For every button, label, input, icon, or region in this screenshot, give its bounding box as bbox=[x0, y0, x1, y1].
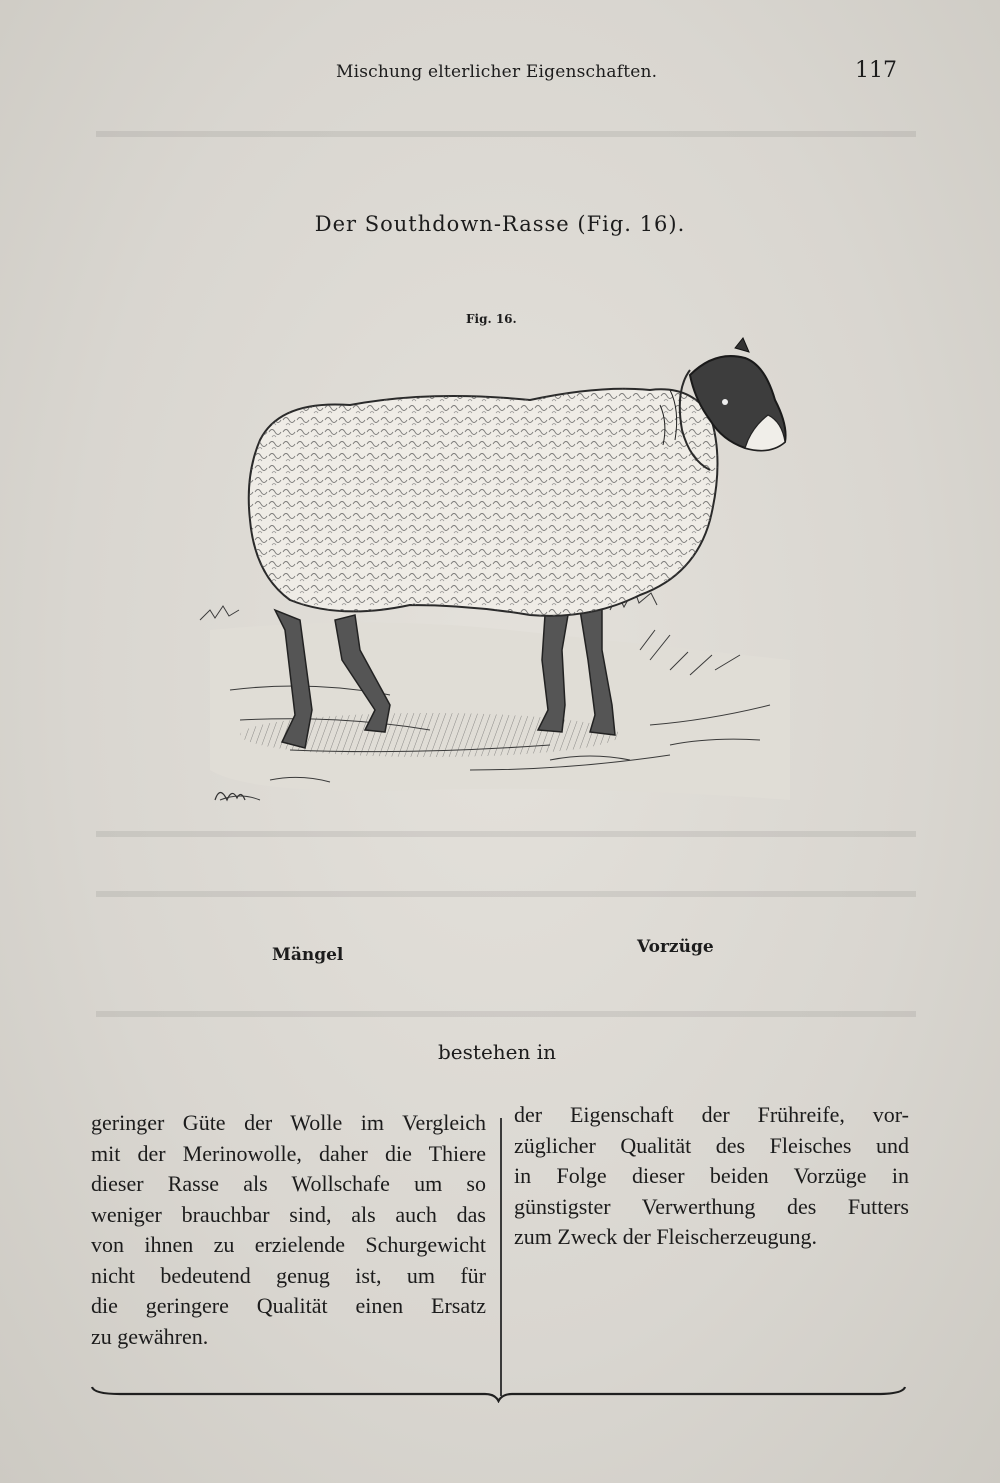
show-through-line: ▬▬▬▬▬▬▬▬▬▬▬▬▬▬▬▬▬▬▬▬▬▬▬▬▬▬▬▬▬▬▬▬▬▬▬▬▬▬▬▬▬ bbox=[96, 820, 916, 842]
drawbacks-line: von ihnen zu erzielende Schurgewicht bbox=[91, 1232, 486, 1257]
show-through-line: ▬▬▬▬▬▬▬▬▬▬▬▬▬▬▬▬▬▬▬▬▬▬▬▬▬▬▬▬▬▬▬▬▬▬▬▬▬▬▬▬▬ bbox=[96, 1000, 916, 1022]
section-title: Der Southdown-Rasse (Fig. 16). bbox=[314, 212, 686, 236]
bottom-brace-rule bbox=[90, 1385, 907, 1403]
advantages-line: der Eigenschaft der Frühreife, vor- bbox=[514, 1102, 909, 1127]
show-through-line: ▬▬▬▬▬▬▬▬▬▬▬▬▬▬▬▬▬▬▬▬▬▬▬▬▬▬▬▬▬▬▬▬▬▬▬▬▬▬▬▬▬ bbox=[96, 120, 916, 142]
drawbacks-line: mit der Merinowolle, daher die Thiere bbox=[91, 1140, 486, 1166]
drawbacks-column bbox=[91, 1108, 486, 1352]
drawbacks-heading: Mängel bbox=[272, 945, 344, 965]
running-head: Mischung elterlicher Eigenschaften. bbox=[336, 62, 658, 82]
advantages-line: günstigster Verwerthung des Futters bbox=[514, 1193, 909, 1219]
drawbacks-line: weniger brauchbar sind, als auch das bbox=[91, 1201, 486, 1227]
connector-phrase: bestehen in bbox=[438, 1040, 557, 1064]
sheep-engraving bbox=[170, 330, 810, 830]
advantages-column bbox=[514, 1100, 909, 1253]
advantages-line: in Folge dieser beiden Vorzüge in bbox=[514, 1163, 909, 1188]
show-through-line: ▬▬▬▬▬▬▬▬▬▬▬▬▬▬▬▬▬▬▬▬▬▬▬▬▬▬▬▬▬▬▬▬▬▬▬▬▬▬▬▬▬ bbox=[96, 880, 916, 902]
figure-label: Fig. 16. bbox=[466, 312, 517, 326]
drawbacks-line: geringer Güte der Wolle im Vergleich bbox=[91, 1110, 486, 1135]
page-number: 117 bbox=[855, 58, 897, 83]
advantages-heading: Vorzüge bbox=[637, 937, 714, 957]
drawbacks-line: dieser Rasse als Wollschafe um so bbox=[91, 1171, 486, 1196]
drawbacks-line: die geringere Qualität einen Ersatz bbox=[91, 1293, 486, 1318]
column-divider bbox=[500, 1118, 502, 1396]
advantages-line: züglicher Qualität des Fleisches und bbox=[514, 1132, 909, 1158]
drawbacks-line: zu gewähren. bbox=[91, 1323, 209, 1349]
advantages-line: zum Zweck der Fleischerzeugung. bbox=[514, 1224, 817, 1249]
drawbacks-line: nicht bedeutend genug ist, um für bbox=[91, 1262, 486, 1288]
